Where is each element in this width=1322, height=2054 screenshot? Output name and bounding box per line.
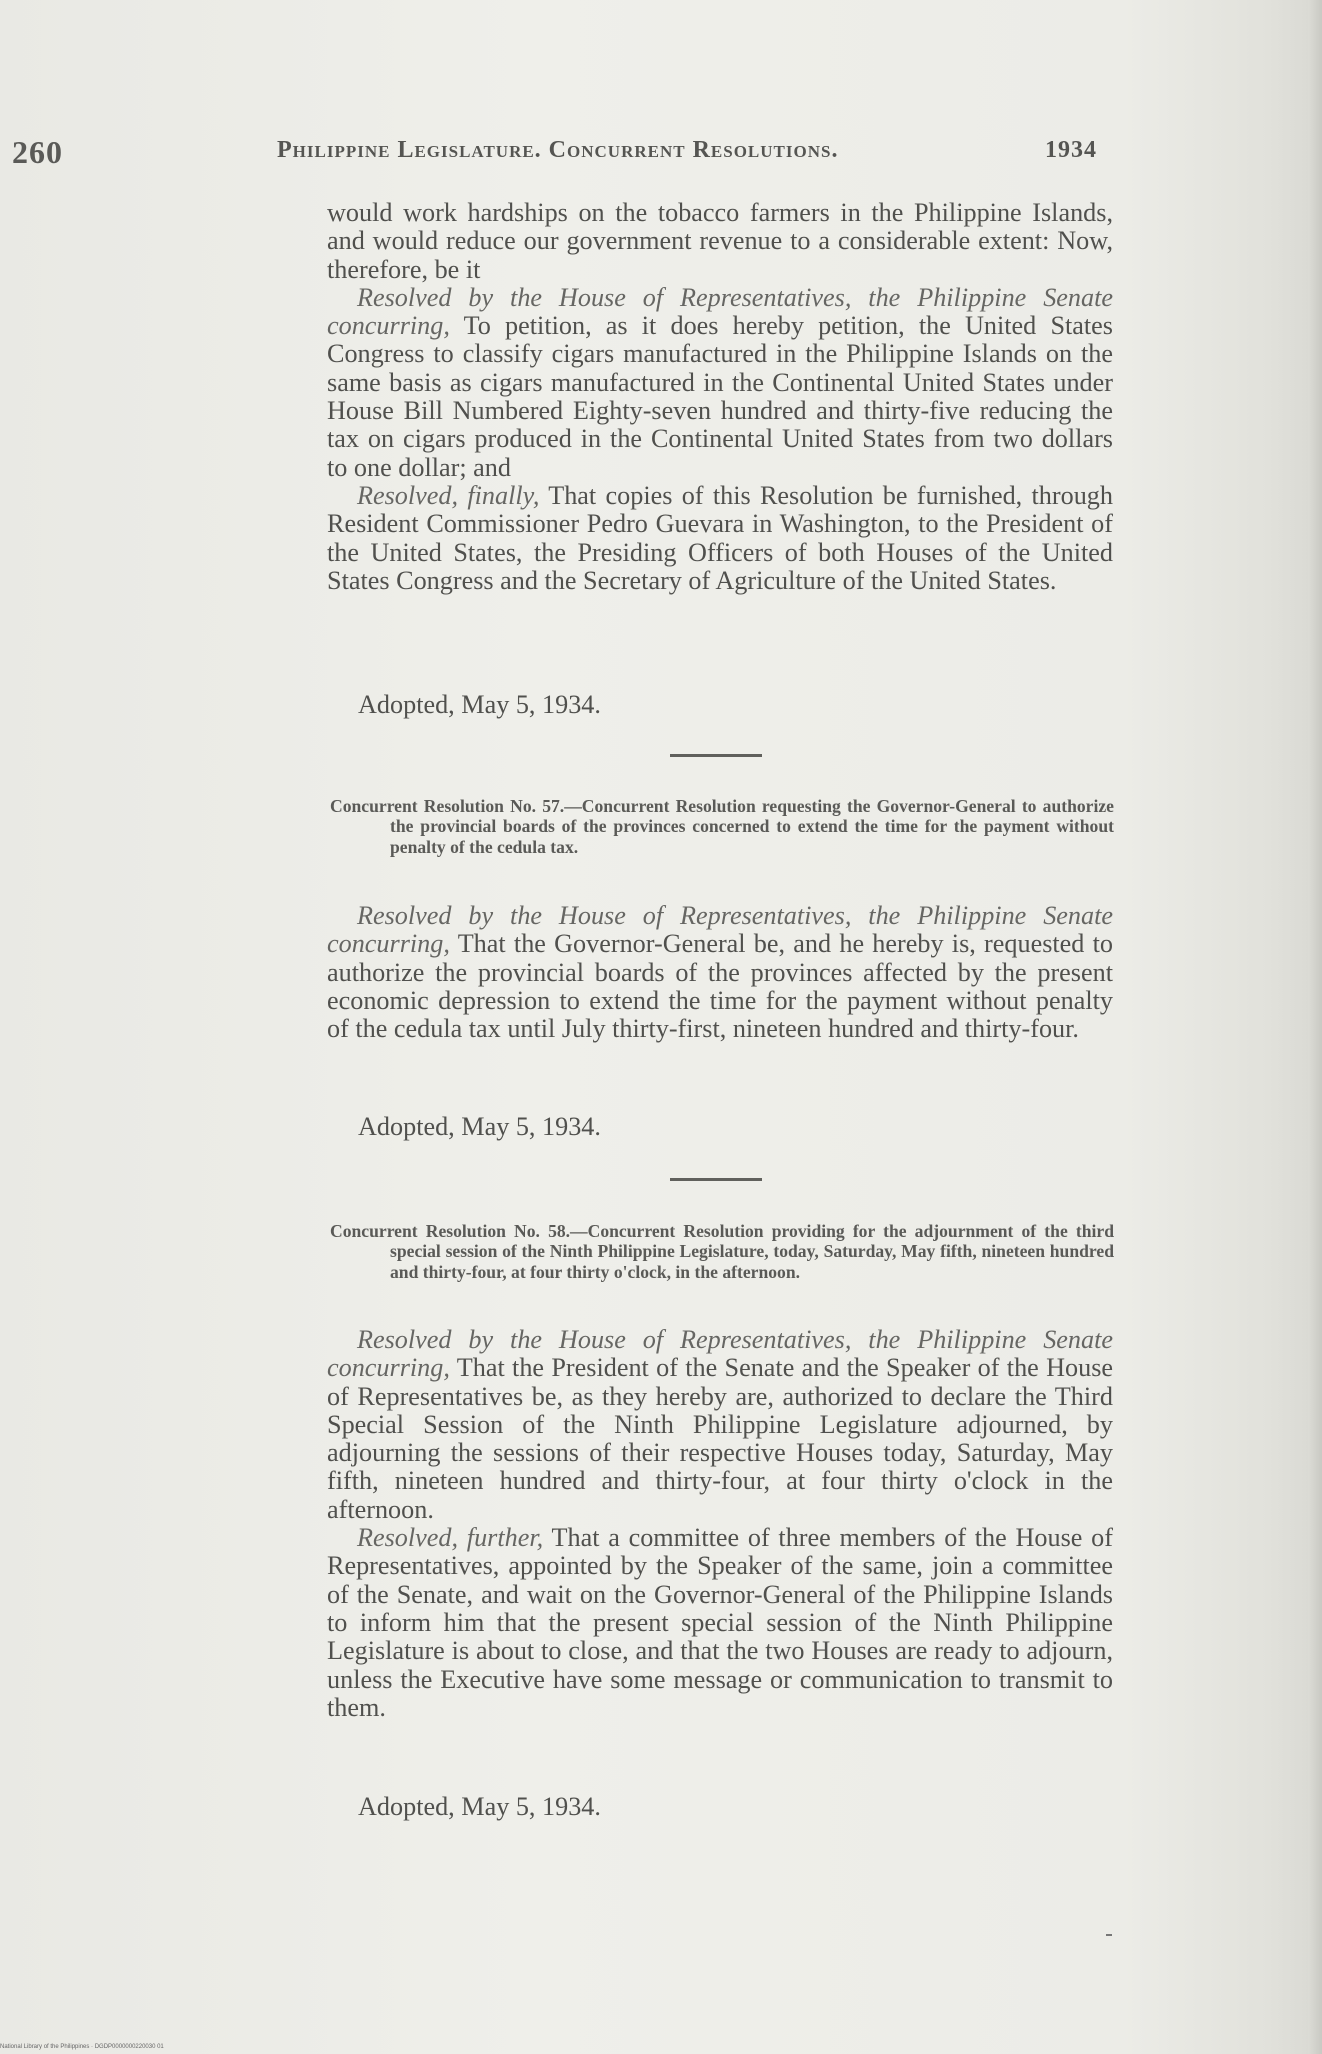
resolved-paragraph [327, 284, 1113, 482]
running-head-year: 1934 [1045, 137, 1097, 163]
running-head [277, 137, 1097, 164]
adopted-line: Adopted, May 5, 1934. [358, 1112, 601, 1141]
resolution-57-heading: Concurrent Resolution No. 57.—Concurrent Resolution requesting the Governor-General to authorize the provincial boards of the provinces concerned to extend the time for the payment without penalty of the cedula tax. [330, 796, 1114, 857]
resolved-text: That the President of the Senate and the Speaker of the House of Representatives be, as they hereby are, authorized to declare the Third Special Session of the Ninth Philippine Legislature adjourned, by adjourning the sessions of their respective Houses today, Saturday, May fifth, nineteen hundred and thirty-four, at four thirty o'clock in the afternoon. [327, 1353, 1114, 1524]
continuation-paragraph: would work hardships on the tobacco farmers in the Philippine Islands, and would reduce our government revenue to a considerable extent: Now, therefore, be it [327, 198, 1113, 284]
resolved-paragraph [327, 1326, 1113, 1524]
continuation-block [327, 199, 1113, 595]
resolved-finally-text: That copies of this Resolution be furnished, through Resident Commissioner Pedro Guevara in Washington, to the President of the United States, the Presiding Officers of both Houses of the United States Congress and the Secretary of Agriculture of the United States. [327, 480, 1113, 595]
resolved-paragraph [327, 902, 1113, 1043]
scan-mark [1106, 1934, 1112, 1936]
resolved-finally-lead: Resolved, finally, [357, 480, 540, 510]
resolution-57-body [327, 902, 1113, 1043]
section-divider [670, 754, 762, 757]
scan-footer: National Library of the Philippines · DGDP0000000220030 01 [0, 2044, 164, 2050]
resolved-further-lead: Resolved, further, [357, 1523, 544, 1553]
resolved-finally-paragraph [327, 482, 1113, 595]
adopted-line: Adopted, May 5, 1934. [358, 1792, 601, 1821]
adopted-line: Adopted, May 5, 1934. [358, 690, 601, 719]
resolved-further-text: That a committee of three members of the House of Representatives, appointed by the Speaker of the same, join a committee of the Senate, and wait on the Governor-General of the Philippine Islands to inform him that the present special session of the Ninth Philippine Legislature is about to close, and that the two Houses are ready to adjourn, unless the Executive have some message or communication to transmit to them. [327, 1523, 1113, 1722]
page-number: 260 [12, 134, 63, 170]
resolved-lead: Resolved by the House of Representatives, the Philippine Senate concurring, [327, 901, 1113, 959]
resolved-lead: Resolved by the House of Representatives, the Philippine Senate concurring, [327, 1325, 1113, 1383]
resolution-58-heading: Concurrent Resolution No. 58.—Concurrent Resolution providing for the adjournment of the third special session of the Ninth Philippine Legislature, today, Saturday, May fifth, nineteen hundred and thirty-four, at four thirty o'clock, in the afternoon. [330, 1221, 1114, 1282]
running-head-title: Philippine Legislature. Concurrent Resolutions. [277, 137, 839, 163]
resolution-58-body [327, 1326, 1113, 1722]
resolved-text: That the Governor-General be, and he hereby is, requested to authorize the provincial boards of the provinces affected by the present economic depression to extend the time for the payment without penalty of the cedula tax until July thirty-first, nineteen hundred and thirty-four. [327, 929, 1113, 1044]
section-divider [670, 1178, 762, 1181]
resolved-further-paragraph [327, 1524, 1113, 1722]
page-edge-shadow [1308, 0, 1322, 2054]
resolved-text: To petition, as it does hereby petition, the United States Congress to classify cigars manufactured in the Philippine Islands on the same basis as cigars manufactured in the Continental United States under House Bill Numbered Eighty-seven hundred and thirty-five reducing the tax on cigars produced in the Continental United States from two dollars to one dollar; and [327, 311, 1113, 482]
resolved-lead: Resolved by the House of Representatives, the Philippine Senate concurring, [327, 282, 1113, 341]
